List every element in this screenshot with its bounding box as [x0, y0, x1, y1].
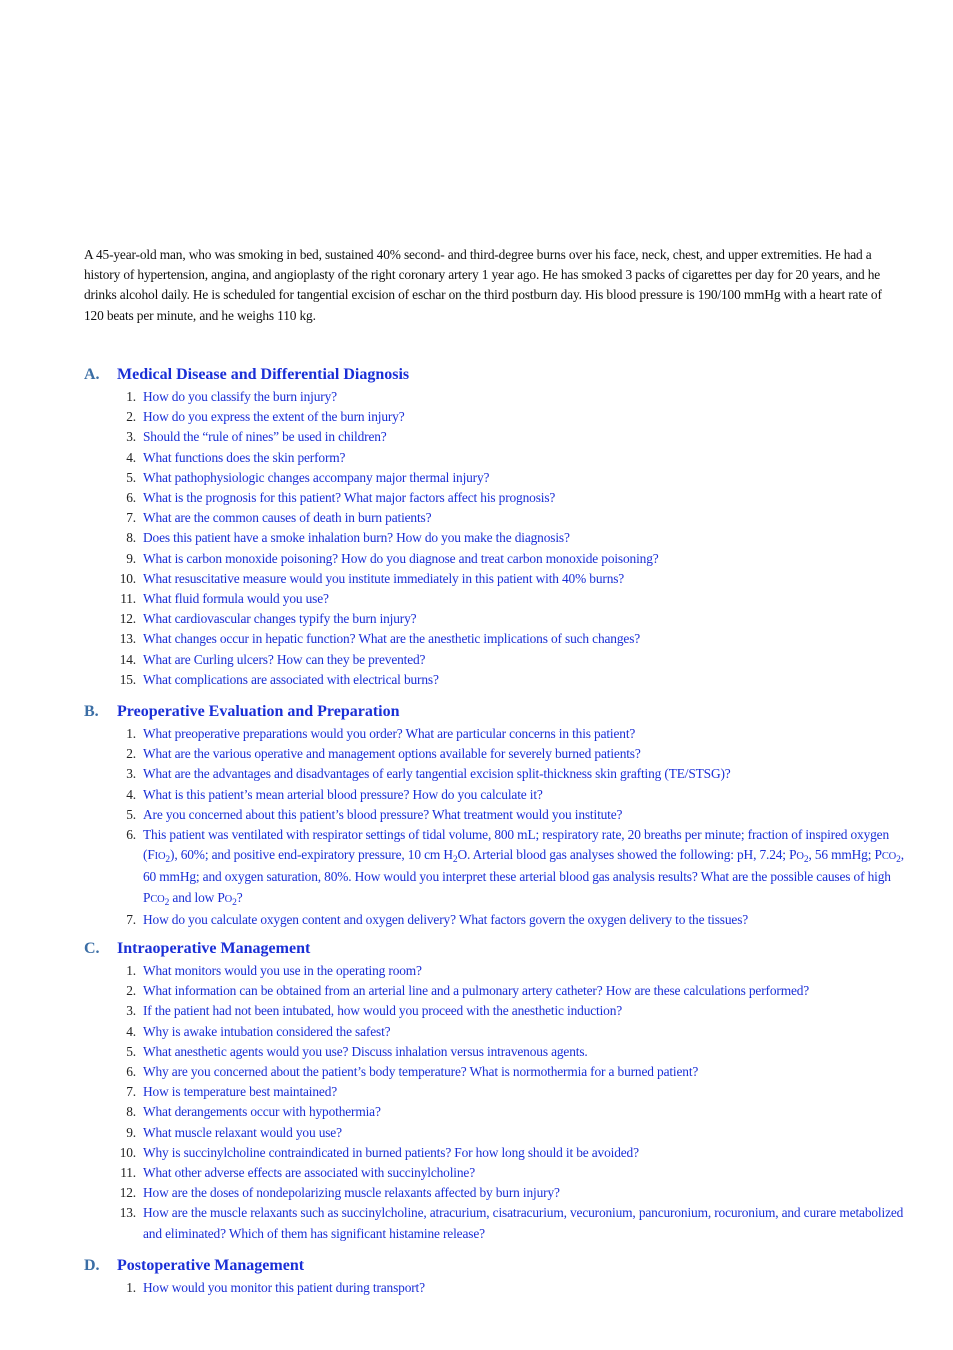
question-number: 6. [126, 1064, 136, 1080]
pco2-symbol [143, 889, 170, 908]
question-text: What information can be obtained from an arterial line and a pulmonary artery catheter? How are these calculations performed? [143, 983, 810, 999]
question-text: What are Curling ulcers? How can they be prevented? [143, 651, 426, 667]
question-text [143, 827, 904, 908]
question-item [84, 1062, 914, 1082]
symbol-cap: F [147, 847, 155, 863]
question-number: 10. [119, 1144, 136, 1160]
question-item [84, 785, 914, 805]
question-item [84, 1022, 914, 1042]
question-item [84, 1203, 914, 1243]
subscript: 2 [452, 855, 458, 866]
question-text: What muscle relaxant would you use? [143, 1124, 342, 1140]
question-number: 1. [126, 726, 136, 741]
question-number: 13. [119, 1205, 136, 1221]
question-text: Why is succinylcholine contraindicated in burned patients? For how long should it be avoided? [143, 1144, 639, 1160]
section-heading [84, 1256, 914, 1276]
question-item [84, 650, 914, 670]
section-title: Postoperative Management [117, 1257, 305, 1274]
question-text-part: This patient was ventilated with respirator settings of tidal volume, 800 mL; respiratory rate, 20 breaths per minute; fraction of inspired oxygen ( [143, 827, 890, 863]
symbol-smallcaps: CO [150, 893, 165, 905]
section-title: Preoperative Evaluation and Preparation [117, 703, 400, 720]
po2-symbol [789, 847, 809, 866]
question-number: 1. [126, 389, 136, 404]
question-text-part: ? [236, 889, 243, 905]
section-title: Medical Disease and Differential Diagnosis [117, 366, 410, 383]
subscript: 2 [896, 855, 901, 866]
question-item [84, 629, 914, 649]
question-number: 3. [126, 1003, 136, 1019]
section-letter: D. [84, 1257, 100, 1274]
section-heading [84, 939, 914, 959]
question-text: What other adverse effects are associated with succinylcholine? [143, 1165, 475, 1181]
question-list [84, 1278, 914, 1298]
question-number: 7. [126, 1084, 136, 1100]
subscript: 2 [803, 855, 809, 866]
question-text: How are the doses of nondepolarizing muscle relaxants affected by burn injury? [143, 1185, 560, 1201]
question-list [84, 387, 914, 690]
question-text: What complications are associated with electrical burns? [143, 671, 439, 687]
question-text: What is the prognosis for this patient? What major factors affect his prognosis? [143, 490, 556, 506]
question-text: What pathophysiologic changes accompany major thermal injury? [143, 469, 490, 485]
question-item [84, 805, 914, 825]
question-item [84, 1042, 914, 1062]
question-number: 5. [126, 1043, 136, 1059]
question-text-part: and low [169, 889, 218, 905]
question-item [84, 609, 914, 629]
question-text: If the patient had not been intubated, how would you proceed with the anesthetic induction? [143, 1003, 623, 1019]
question-item [84, 825, 914, 910]
question-number: 6. [126, 827, 136, 843]
section-heading [84, 702, 914, 722]
question-item [84, 427, 914, 447]
question-number: 9. [126, 1124, 136, 1140]
question-item [84, 468, 914, 488]
subscript: 2 [164, 897, 170, 908]
question-text: Does this patient have a smoke inhalation burn? How do you make the diagnosis? [143, 530, 570, 546]
question-text: What resuscitative measure would you institute immediately in this patient with 40% burns? [143, 570, 625, 586]
question-item [84, 1123, 914, 1143]
question-number: 10. [119, 570, 136, 586]
question-number: 1. [126, 963, 136, 978]
question-text: What anesthetic agents would you use? Discuss inhalation versus intravenous agents. [143, 1043, 588, 1059]
question-text: Why is awake intubation considered the safest? [143, 1023, 391, 1039]
question-item [84, 508, 914, 528]
question-item [84, 1102, 914, 1122]
symbol-smallcaps: IO [154, 851, 166, 863]
question-text-part: ), 60%; and positive end-expiratory pressure, 10 cm H [170, 847, 453, 863]
question-text: Are you concerned about this patient’s blood pressure? What treatment would you institute? [143, 806, 623, 822]
question-text: What monitors would you use in the operating room? [143, 963, 422, 978]
symbol-cap: P [143, 889, 151, 905]
question-number: 14. [119, 651, 136, 667]
subscript: 2 [232, 897, 237, 908]
question-number: 2. [126, 409, 136, 425]
section-title: Intraoperative Management [117, 940, 311, 957]
question-number: 4. [126, 1023, 136, 1039]
question-item [84, 1278, 914, 1298]
question-item [84, 448, 914, 468]
question-number: 11. [120, 591, 136, 607]
symbol-smallcaps: O [796, 851, 804, 863]
question-number: 6. [126, 490, 136, 506]
question-item [84, 744, 914, 764]
symbol-cap: P [789, 847, 797, 863]
symbol-cap: P [217, 889, 225, 905]
question-number: 4. [126, 786, 136, 802]
question-text-part: O. Arterial blood gas analyses showed the following: pH, 7.24; [457, 847, 790, 863]
question-text: What fluid formula would you use? [143, 591, 329, 607]
question-number: 3. [126, 429, 136, 445]
question-text: Should the “rule of nines” be used in children? [143, 429, 387, 445]
question-item [84, 981, 914, 1001]
question-item [84, 1143, 914, 1163]
question-number: 2. [126, 983, 136, 999]
question-text: What are the common causes of death in burn patients? [143, 510, 432, 526]
pco2-symbol [874, 847, 901, 866]
po2-symbol [217, 889, 237, 908]
question-text: How is temperature best maintained? [143, 1084, 338, 1100]
question-text: How are the muscle relaxants such as succinylcholine, atracurium, cisatracurium, vecuronium, pancuronium, rocuronium, and curare metabolized and eliminated? Which of them has significant histamine release? [143, 1205, 904, 1241]
question-item [84, 569, 914, 589]
section-d [84, 1256, 914, 1298]
question-text: What cardiovascular changes typify the burn injury? [143, 611, 417, 627]
question-text: What is this patient’s mean arterial blood pressure? How do you calculate it? [143, 786, 543, 802]
question-number: 13. [119, 631, 136, 647]
question-item [84, 549, 914, 569]
question-text: Why are you concerned about the patient’s body temperature? What is normothermia for a burned patient? [143, 1064, 699, 1080]
question-item [84, 1082, 914, 1102]
question-item [84, 1001, 914, 1021]
question-number: 15. [119, 671, 136, 687]
question-item [84, 528, 914, 548]
question-text-part: , 56 mmHg; [808, 847, 875, 863]
question-item [84, 910, 914, 930]
question-item [84, 589, 914, 609]
question-item [84, 387, 914, 407]
question-number: 5. [126, 469, 136, 485]
question-text: What derangements occur with hypothermia? [143, 1104, 381, 1120]
question-number: 12. [119, 1185, 136, 1201]
question-list [84, 724, 914, 930]
question-number: 12. [119, 611, 136, 627]
question-item [84, 724, 914, 744]
question-number: 1. [126, 1280, 136, 1295]
question-number: 7. [126, 911, 136, 927]
question-text: What are the various operative and management options available for severely burned patients? [143, 746, 641, 762]
question-number: 4. [126, 449, 136, 465]
question-text-part: , 60 mmHg; and oxygen saturation, 80%. How would you interpret these arterial blood gas analysis results? What are the possible causes of high [143, 847, 904, 885]
case-description: A 45-year-old man, who was smoking in bed, sustained 40% second- and third-degree burns over his face, neck, chest, and upper extremities. He had a history of hypertension, angina, and angioplasty of the right coronary artery 1 year ago. He has smoked 3 packs of cigarettes per day for 20 years, and he drinks alcohol daily. He is scheduled for tangential excision of eschar on the third postburn day. His blood pressure is 190/100 mmHg with a heart rate of 120 beats per minute, and he weighs 110 kg. [84, 247, 882, 323]
question-text: What is carbon monoxide poisoning? How do you diagnose and treat carbon monoxide poisoning? [143, 550, 659, 566]
section-letter: A. [84, 366, 100, 383]
symbol-smallcaps: CO [881, 851, 897, 863]
subscript: 2 [165, 855, 171, 866]
question-item [84, 1183, 914, 1203]
question-text: How do you express the extent of the burn injury? [143, 409, 405, 425]
fio2-symbol [147, 847, 171, 866]
question-item [84, 488, 914, 508]
symbol-cap: P [874, 847, 882, 863]
question-number: 8. [126, 1104, 136, 1120]
question-item [84, 764, 914, 784]
question-item [84, 407, 914, 427]
section-letter: B. [84, 703, 99, 720]
question-text: What functions does the skin perform? [143, 449, 346, 465]
question-item [84, 670, 914, 690]
question-text: What changes occur in hepatic function? What are the anesthetic implications of such changes? [143, 631, 641, 647]
question-number: 5. [126, 806, 136, 822]
question-item [84, 1163, 914, 1183]
section-heading [84, 365, 914, 385]
question-text: How do you calculate oxygen content and oxygen delivery? What factors govern the oxygen delivery to the tissues? [143, 911, 749, 927]
question-text: How do you classify the burn injury? [143, 389, 337, 404]
question-text: How would you monitor this patient during transport? [143, 1280, 425, 1295]
question-number: 11. [120, 1165, 136, 1181]
question-number: 2. [126, 746, 136, 762]
question-number: 7. [126, 510, 136, 526]
question-number: 3. [126, 766, 136, 782]
section-c [84, 939, 914, 1244]
section-b [84, 702, 914, 930]
question-number: 8. [126, 530, 136, 546]
question-number: 9. [126, 550, 136, 566]
symbol-smallcaps: O [224, 893, 233, 905]
section-a [84, 365, 914, 690]
question-item [84, 961, 914, 981]
section-letter: C. [84, 940, 100, 957]
question-list [84, 961, 914, 1244]
question-text: What are the advantages and disadvantages of early tangential excision split-thickness skin grafting (TE/STSG)? [143, 766, 731, 782]
question-text: What preoperative preparations would you order? What are particular concerns in this patient? [143, 726, 636, 741]
